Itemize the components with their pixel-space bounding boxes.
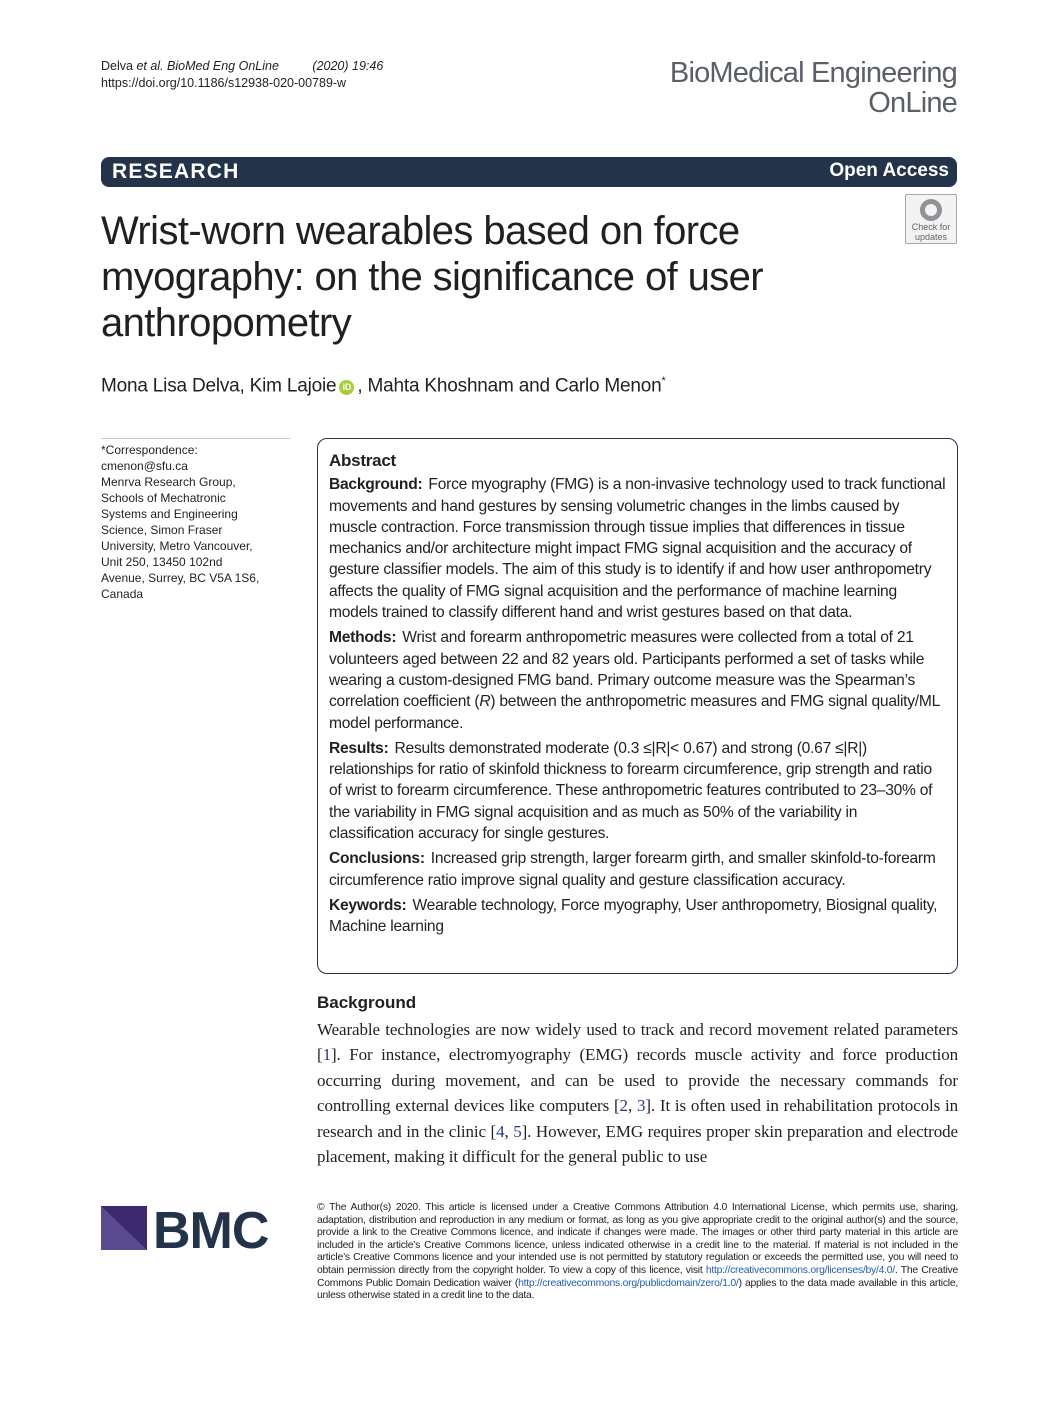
methods-text-1: Wrist and forearm anthropometric measures were collected from a total of 21 volunteers aged between 22 and 82 years old. Participants performed a set of tasks while wearing a custom-designed FMG band. Primary outcome measure was the Spearman’s correlation coefficient ( <box>329 629 925 711</box>
background-text: Wearable technologies are now widely used to track and record movement related parameters [ <box>317 1020 958 1065</box>
author-list <box>101 375 666 397</box>
citation-link[interactable]: 5 <box>513 1121 522 1141</box>
check-for-updates-badge[interactable] <box>905 194 957 244</box>
abstract-conclusions <box>329 848 946 891</box>
corr-line: Systems and Engineering <box>101 507 238 521</box>
background-text: , <box>504 1121 514 1141</box>
journal-name-line2: OnLine <box>868 87 957 119</box>
corr-email[interactable]: cmenon@sfu.ca <box>101 459 188 473</box>
abstract-background <box>329 474 946 623</box>
citation-etal: et al. <box>136 59 164 73</box>
check-updates-line2: updates <box>914 232 948 242</box>
correspondence-divider <box>101 438 290 439</box>
corr-line: *Correspondence: <box>101 443 198 457</box>
header-citation <box>101 58 383 92</box>
citation-link[interactable]: 3 <box>636 1096 646 1116</box>
citation-journal: BioMed Eng OnLine <box>167 59 279 73</box>
journal-name <box>670 58 957 118</box>
abstract-heading: Abstract <box>329 451 396 470</box>
results-text: Results demonstrated moderate (0.3 ≤|R|< 0.67) and strong (0.67 ≤|R|) relationships for ratio of skinfold thickness to forearm circumference, grip strength and ratio of wrist to forearm circumference. These anthropometric features contributed to 23–30% of the variability in FMG signal acquisition and as much as 50% of the variability in classification accuracy for single gestures. <box>329 739 933 843</box>
citation-link[interactable]: 2 <box>619 1096 628 1116</box>
background-text: ]. For instance, electromyography (EMG) records muscle activity and force production occurring during movement, and can be used to provide the necessary commands for controlling external devices like computers [ <box>317 1045 958 1116</box>
journal-name-line1: BioMedical Engineering <box>669 57 957 89</box>
license-part: ) applies to the data made available in this article, unless otherwise stated in a credit line to the data. <box>317 1277 958 1302</box>
authors-part1: Mona Lisa Delva, Kim Lajoie <box>101 375 337 397</box>
citation-link[interactable]: 4 <box>496 1121 505 1141</box>
abstract-keywords <box>329 895 946 938</box>
results-label: Results: <box>329 739 389 757</box>
check-updates-icon <box>920 199 942 221</box>
article-title: Wrist-worn wearables based on force myography: on the significance of user anthropometry <box>101 209 764 345</box>
background-text: ]. However, EMG requires proper skin preparation and electrode placement, making it difficult for the general public to use <box>317 1121 958 1167</box>
methods-label: Methods: <box>329 629 397 647</box>
background-heading: Background <box>317 993 417 1012</box>
license-part: © The Author(s) 2020. This article is licensed under a Creative Commons Attribution 4.0 International License, which permits use, sharing, adaptation, distribution and reproduction in any medium or format, as long as you give appropriate credit to the original author(s) and the source, provide a link to the Creative Commons licence, and indicate if changes were made. The images or other third party material in this article are included in the article’s Creative Commons licence, unless indicated otherwise in a credit line to the material. If material is not included in the article’s Creative Commons licence and your intended use is not permitted by statutory regulation or exceeds the permitted use, you will need to obtain permission directly from the copyright holder. To view a copy of this licence, visit <box>317 1202 958 1276</box>
background-text: ]. It is often used in rehabilitation protocols in research and in the clinic [ <box>317 1096 958 1141</box>
article-category: RESEARCH <box>112 160 240 183</box>
open-access-label: Open Access <box>829 160 949 181</box>
background-label: Background: <box>329 476 423 494</box>
public-domain-link[interactable]: http://creativecommons.org/publicdomain/zero/1.0/ <box>518 1277 739 1289</box>
background-paragraph <box>317 1017 958 1169</box>
abstract-methods <box>329 627 946 733</box>
check-updates-line1: Check for <box>911 222 951 232</box>
conclusions-text: Increased grip strength, larger forearm girth, and smaller skinfold-to-forearm circumference ratio improve signal quality and gesture classification accuracy. <box>329 850 936 889</box>
corr-line: Menrva Research Group, <box>101 475 236 489</box>
article-type-banner <box>101 157 957 187</box>
corr-line: Unit 250, 13450 102nd <box>101 555 223 569</box>
bmc-logo <box>101 1203 295 1253</box>
bmc-logo-text: BMC <box>153 1203 269 1253</box>
corr-line: University, Metro Vancouver, <box>101 539 253 553</box>
corresponding-mark: * <box>661 375 666 387</box>
keywords-label: Keywords: <box>329 896 407 914</box>
abstract-content <box>329 450 946 942</box>
corr-line: Schools of Mechatronic <box>101 491 226 505</box>
doi-link[interactable]: https://doi.org/10.1186/s12938-020-00789-w <box>101 76 347 90</box>
orcid-icon[interactable]: iD <box>339 380 354 395</box>
correspondence-block <box>101 442 291 602</box>
background-text: , <box>627 1096 637 1116</box>
corr-line: Canada <box>101 587 144 601</box>
authors-part2: , Mahta Khoshnam and Carlo Menon <box>357 375 662 397</box>
methods-text-2: ) between the anthropometric measures and FMG signal quality/ML model performance. <box>329 693 940 732</box>
license-link[interactable]: http://creativecommons.org/licenses/by/4.0/ <box>705 1264 895 1276</box>
citation-authors: Delva <box>101 59 137 73</box>
corr-line: Science, Simon Fraser <box>101 523 223 537</box>
background-text: Force myography (FMG) is a non-invasive technology used to track functional movements and hand gestures by sensing volumetric changes in the limbs caused by muscle contraction. Force transmission through tissue implies that differences in tissue mechanics and/or architecture might impact FMG signal acquisition and the accuracy of gesture classifier models. The aim of this study is to identify if and how user anthropometry affects the quality of FMG signal acquisition and the performance of machine learning models trained to classify different hand and wrist gestures based on that data. <box>329 476 946 622</box>
citation-link[interactable]: 1 <box>322 1045 331 1065</box>
keywords-text: Wearable technology, Force myography, User anthropometry, Biosignal quality, Machine learning <box>329 896 938 936</box>
citation-year: (2020) 19:46 <box>312 59 384 73</box>
license-text <box>317 1202 958 1303</box>
corr-line: Avenue, Surrey, BC V5A 1S6, <box>101 571 260 585</box>
conclusions-label: Conclusions: <box>329 850 425 868</box>
license-part: . The Creative Commons Public Domain Dedication waiver ( <box>317 1264 958 1289</box>
check-updates-text <box>906 222 956 242</box>
abstract-results <box>329 738 946 844</box>
methods-r: R <box>479 693 491 711</box>
